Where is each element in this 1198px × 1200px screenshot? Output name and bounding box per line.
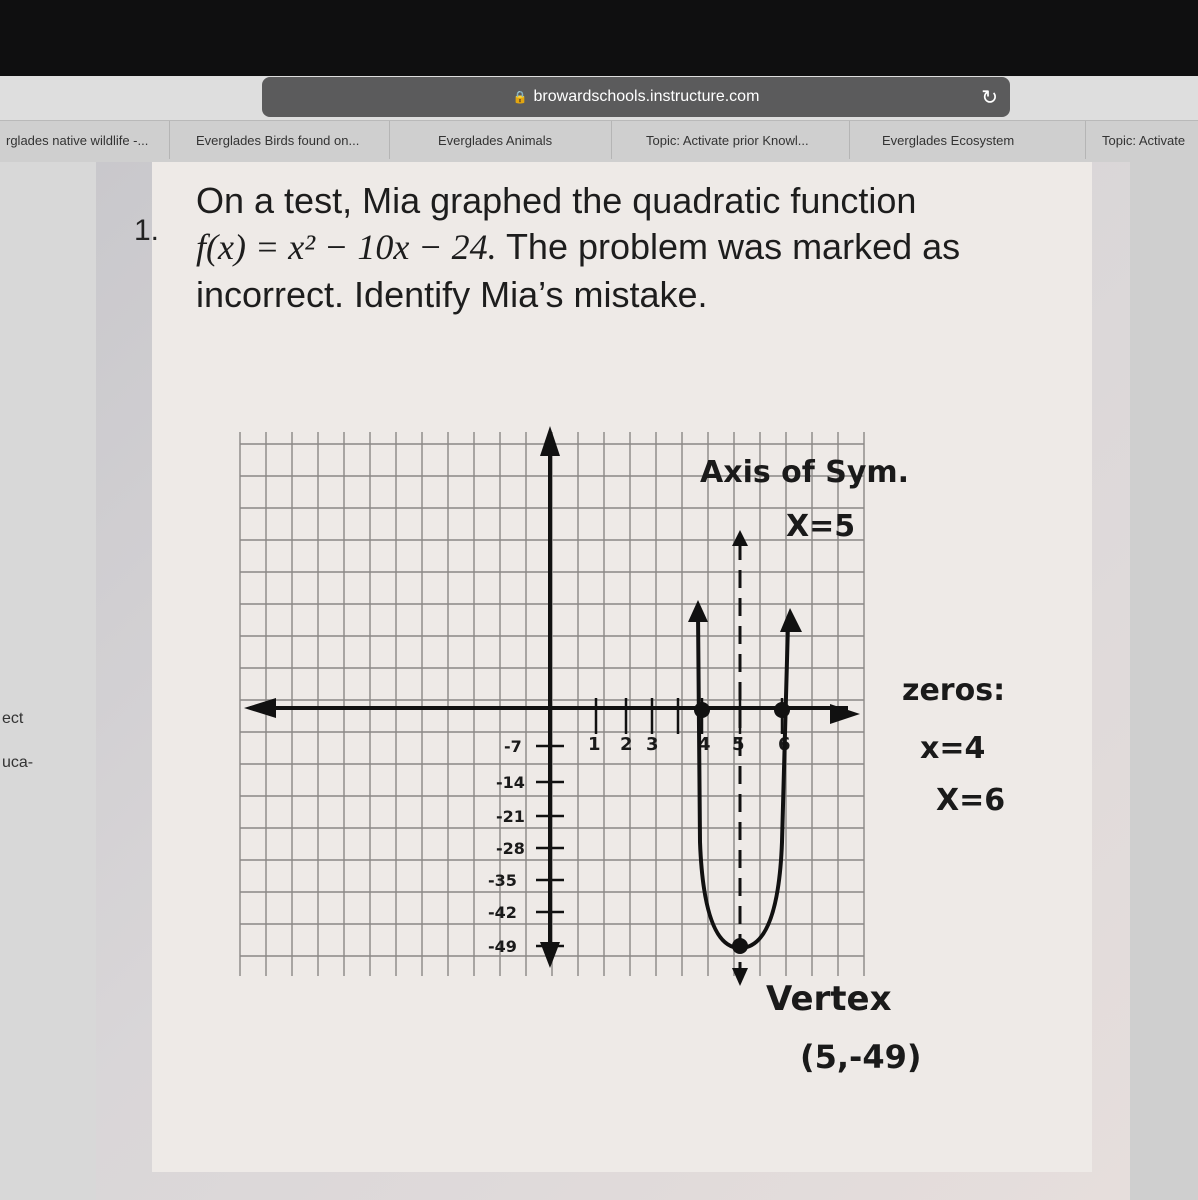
x-tick-label-2: 2 bbox=[620, 734, 633, 755]
tab-everglades-animals[interactable] bbox=[432, 121, 612, 159]
reload-icon[interactable]: ↻ bbox=[981, 87, 998, 109]
sidebar-fragment: uca- bbox=[2, 754, 34, 771]
x-ticks bbox=[596, 698, 782, 734]
vertex-annotation bbox=[760, 968, 1000, 1088]
tab-topic-activate-prior[interactable] bbox=[640, 121, 850, 159]
question-line-1: On a test, Mia graphed the quadratic function bbox=[196, 180, 917, 221]
left-sidebar bbox=[0, 162, 96, 1200]
lock-icon: 🔒 bbox=[512, 90, 528, 104]
zero-value-1: x=4 bbox=[920, 731, 986, 766]
address-bar[interactable] bbox=[262, 77, 1010, 117]
quadratic-graph bbox=[232, 412, 910, 992]
x-tick-label-4: 4 bbox=[698, 734, 711, 755]
question-line-2 bbox=[196, 226, 960, 268]
tab-topic-activate[interactable] bbox=[1096, 121, 1198, 159]
x-tick-label-1: 1 bbox=[588, 734, 601, 755]
vertex-point bbox=[732, 938, 748, 954]
x-tick-label-5: 5 bbox=[732, 734, 745, 755]
zero-point-right bbox=[774, 702, 790, 718]
url-text: browardschools.instructure.com bbox=[533, 88, 760, 105]
parabola-left-arrow bbox=[688, 600, 708, 622]
tab-everglades-native-wildlife[interactable] bbox=[0, 121, 170, 159]
tab-label: rglades native wildlife -... bbox=[6, 133, 149, 148]
y-tick-label-28: -28 bbox=[496, 839, 525, 858]
y-tick-label-49: -49 bbox=[488, 937, 517, 956]
right-sidebar bbox=[1130, 162, 1198, 1200]
tab-label: Topic: Activate bbox=[1102, 133, 1186, 148]
axis-of-symmetry-equation: X=5 bbox=[786, 509, 856, 544]
x-tick-label-6: 6 bbox=[778, 734, 791, 755]
y-tick-label-7: -7 bbox=[504, 737, 522, 756]
x-tick-label-3: 3 bbox=[646, 734, 659, 755]
question-line-3: incorrect. Identify Mia’s mistake. bbox=[196, 274, 708, 315]
tab-label: Topic: Activate prior Knowl... bbox=[646, 133, 809, 148]
parabola-bottom-arrow bbox=[732, 968, 748, 986]
tab-label: Everglades Birds found on... bbox=[196, 133, 360, 148]
parabola-right-arrow bbox=[780, 608, 802, 632]
question-number: 1. bbox=[134, 214, 160, 247]
tab-label: Everglades Animals bbox=[438, 133, 553, 148]
bookmarks-bar bbox=[0, 120, 1198, 163]
zeros-annotation bbox=[860, 673, 1060, 830]
function-expression: f(x) = x² − 10x − 24. bbox=[196, 227, 497, 267]
sidebar-fragment: ect bbox=[2, 710, 24, 727]
zero-value-2: X=6 bbox=[936, 783, 1006, 818]
vertex-coordinates: (5,-49) bbox=[800, 1038, 922, 1076]
tab-everglades-ecosystem[interactable] bbox=[876, 121, 1086, 159]
question-line-2-text: The problem was marked as bbox=[496, 226, 961, 267]
x-axis-left-arrow bbox=[244, 698, 276, 718]
zeros-heading: zeros: bbox=[902, 673, 1006, 708]
tab-everglades-birds[interactable] bbox=[190, 121, 390, 159]
y-tick-label-14: -14 bbox=[496, 773, 525, 792]
parabola-curve bbox=[698, 612, 788, 948]
y-tick-label-21: -21 bbox=[496, 807, 525, 826]
vertex-title: Vertex bbox=[766, 979, 892, 1019]
y-tick-label-42: -42 bbox=[488, 903, 517, 922]
y-tick-label-35: -35 bbox=[488, 871, 517, 890]
tab-label: Everglades Ecosystem bbox=[882, 133, 1015, 148]
zero-point-left bbox=[694, 702, 710, 718]
axis-of-symmetry-title: Axis of Sym. bbox=[700, 455, 910, 490]
y-axis-up-arrow bbox=[540, 426, 560, 456]
